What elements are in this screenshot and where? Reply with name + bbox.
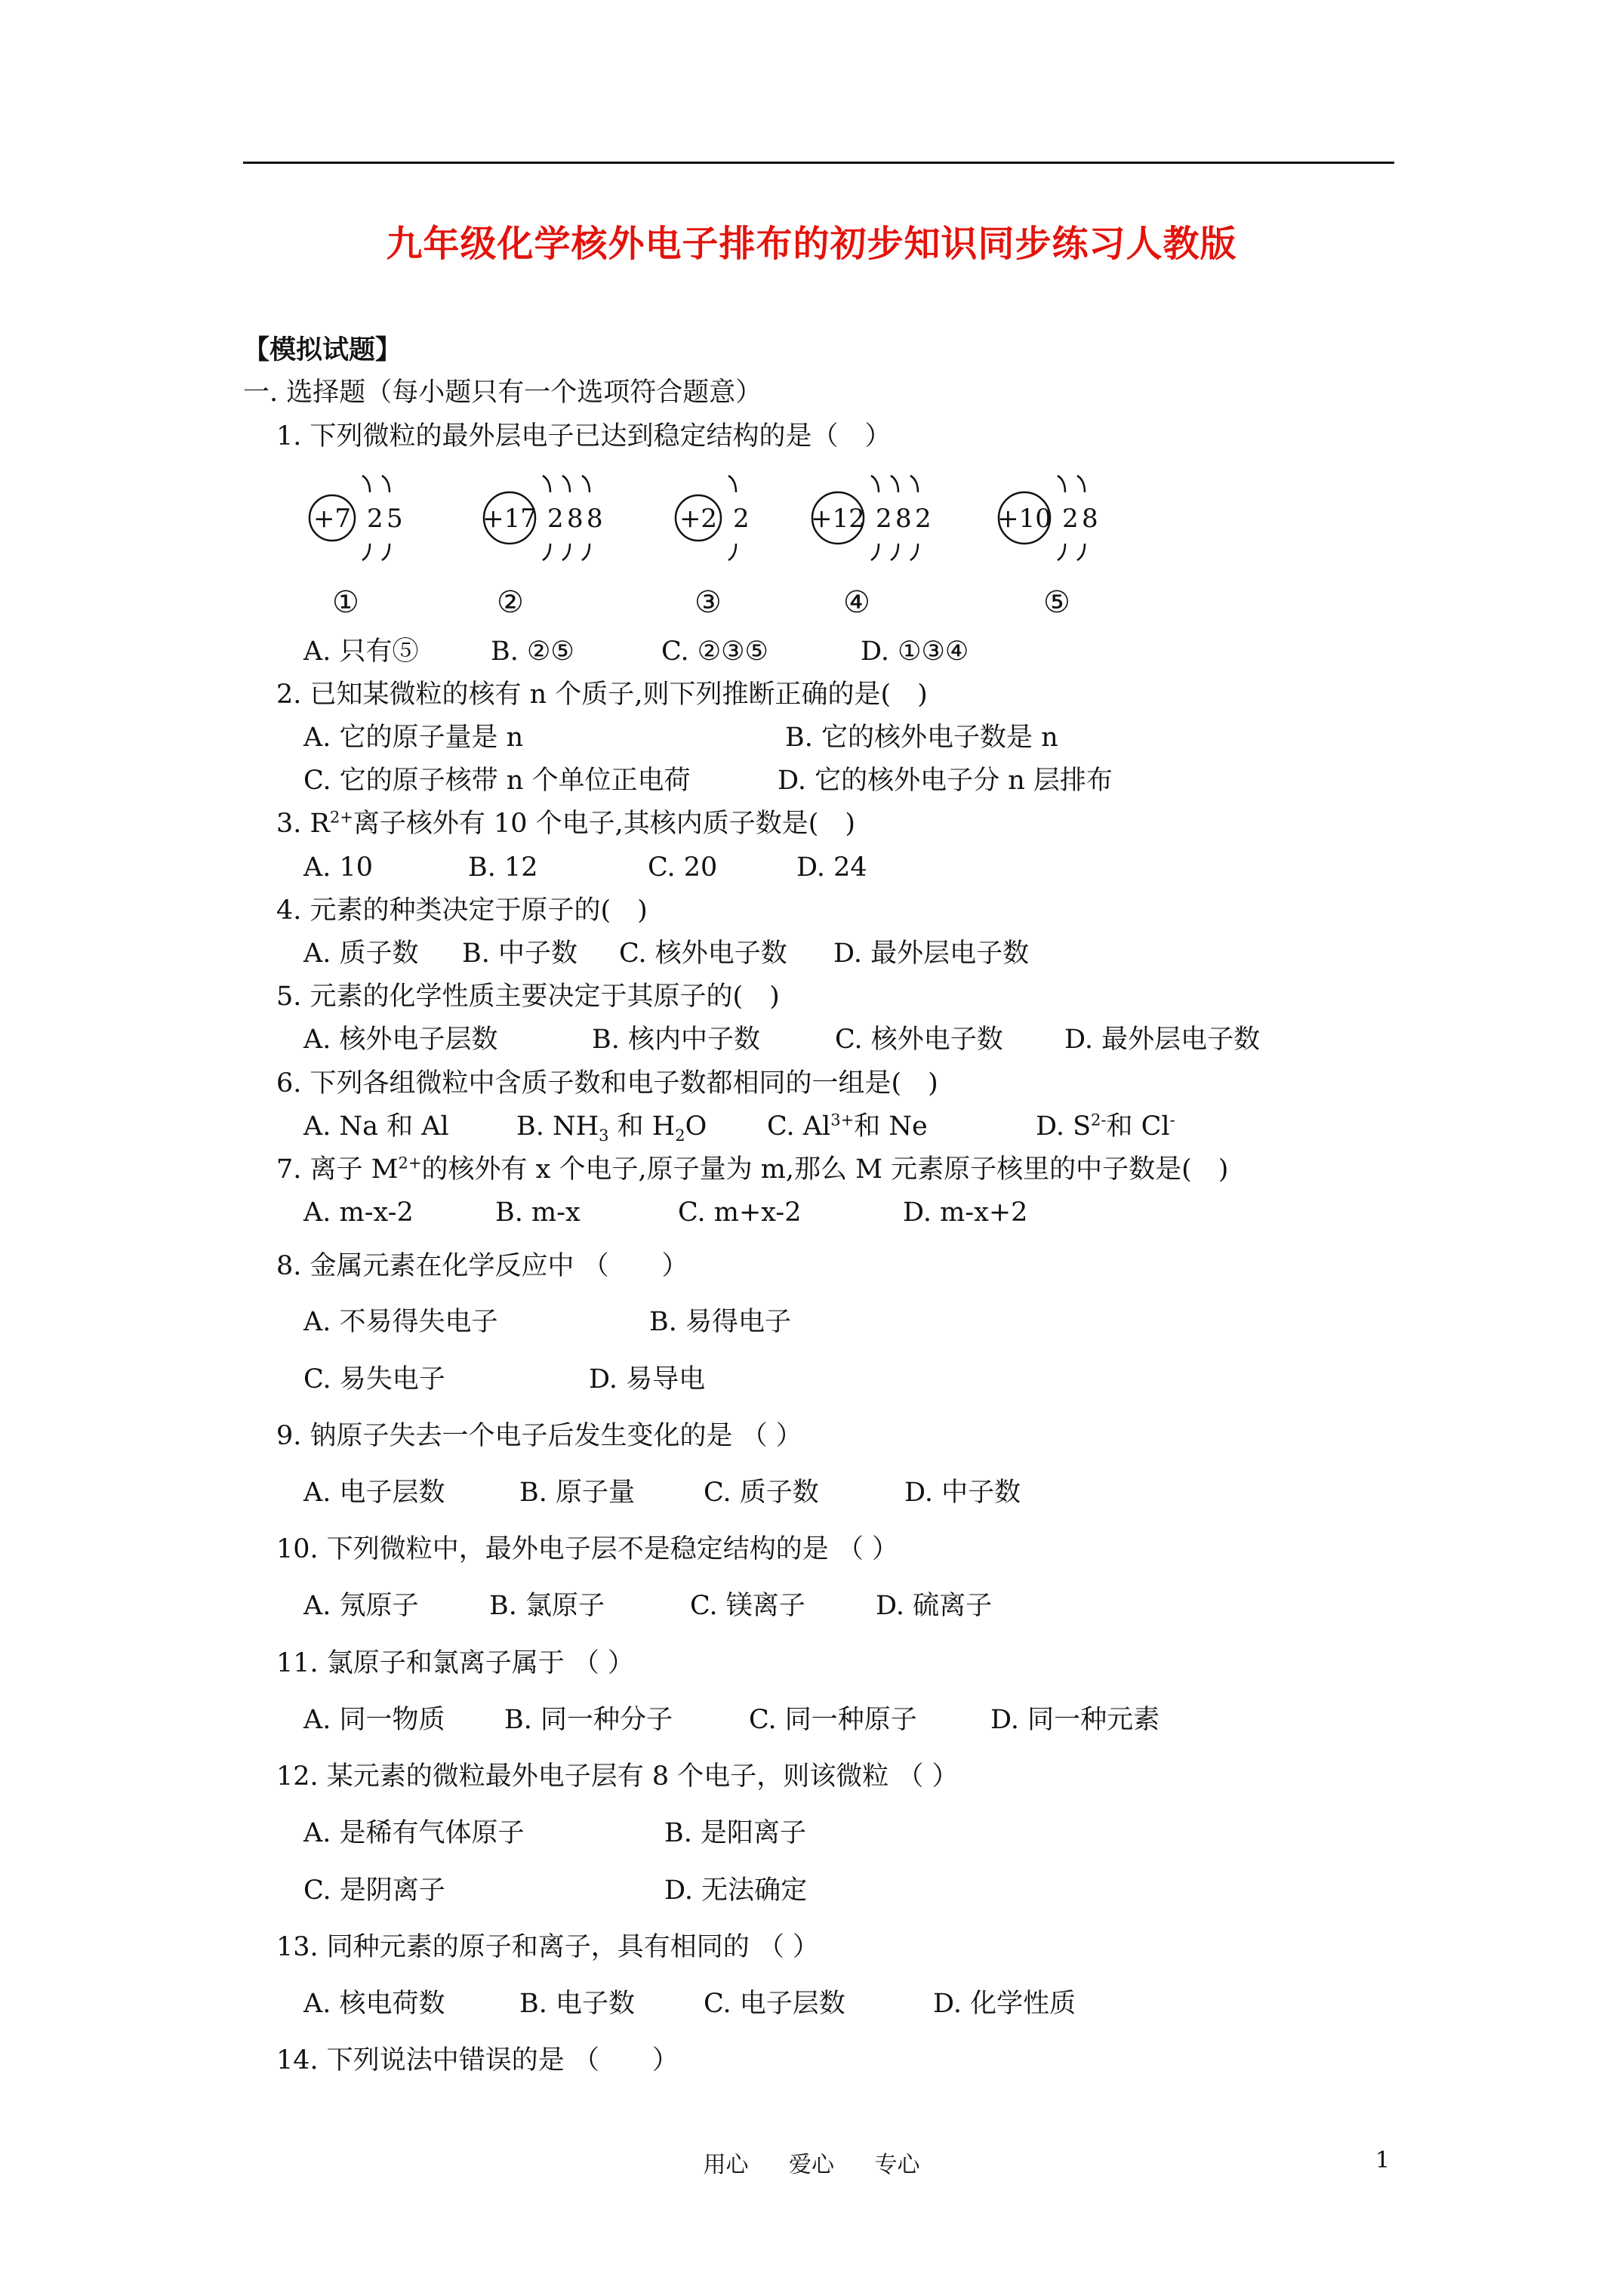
q11-option-b: B. 同一种分子	[504, 1705, 673, 1735]
shell-arc	[910, 476, 918, 492]
atom-diagram	[482, 476, 603, 560]
shell-arc	[362, 476, 370, 492]
header-rule	[243, 162, 1394, 164]
q9-stem: 9. 钠原子失去一个电子后发生变化的是 （ ）	[276, 1421, 802, 1451]
q4-stem: 4. 元素的种类决定于原子的( )	[276, 895, 648, 926]
q6-option-b: B. $NH_3$ 和 $H_2O$	[516, 1111, 707, 1145]
q4-option-a: A. 质子数	[303, 938, 419, 969]
q3-option-b: B. 12	[468, 852, 538, 883]
q2-option-c: C. 它的原子核带 n 个单位正电荷	[303, 766, 691, 796]
atom-diagram	[997, 476, 1098, 560]
q13-stem: 13. 同种元素的原子和离子，具有相同的 （ ）	[276, 1932, 820, 1962]
q14-stem: 14. 下列说法中错误的是 （ ）	[276, 2045, 679, 2076]
q3-stem: 3. $R^{2+}$离子核外有 10 个电子,其核内质子数是( )	[276, 808, 856, 839]
shell-arc	[1058, 476, 1065, 492]
diagram-label: ①	[332, 585, 359, 620]
q8-option-b: B. 易得电子	[649, 1307, 791, 1337]
q12-option-a: A. 是稀有气体原子	[303, 1818, 525, 1848]
shell-electron-count: 8	[1082, 504, 1098, 534]
q8-option-c: C. 易失电子	[303, 1364, 445, 1395]
q9-option-a: A. 电子层数	[303, 1478, 445, 1508]
q8-option-d: D. 易导电	[589, 1364, 706, 1395]
q13-option-c: C. 电子层数	[704, 1989, 845, 2019]
nucleus-charge: +10	[997, 504, 1052, 534]
atom-diagrams	[298, 467, 1113, 569]
q5-option-c: C. 核外电子数	[835, 1025, 1003, 1055]
shell-arc	[582, 476, 590, 492]
shell-arc	[910, 544, 918, 560]
q1-option-d: D. ①③④	[861, 636, 969, 667]
nucleus-charge: +7	[313, 504, 352, 534]
shell-arc	[582, 544, 590, 560]
diagram-label: ③	[694, 585, 722, 620]
q5-stem: 5. 元素的化学性质主要决定于其原子的( )	[276, 982, 780, 1012]
q7-option-c: C. m+x-2	[678, 1197, 802, 1228]
q13-option-b: B. 电子数	[519, 1989, 635, 2019]
shell-arc	[382, 476, 390, 492]
footer-text: 专心	[874, 2152, 920, 2178]
footer-text: 爱心	[789, 2152, 834, 2178]
q12-option-d: D. 无法确定	[664, 1875, 808, 1906]
q9-option-b: B. 原子量	[519, 1478, 635, 1508]
shell-arc	[562, 544, 570, 560]
q2-option-a: A. 它的原子量是 n	[303, 723, 524, 753]
q10-option-b: B. 氯原子	[489, 1591, 605, 1621]
shell-electron-count: 5	[387, 504, 403, 534]
q11-stem: 11. 氯原子和氯离子属于 （ ）	[276, 1648, 635, 1678]
atom-diagram	[310, 476, 403, 560]
shell-arc	[1077, 476, 1085, 492]
q8-stem: 8. 金属元素在化学反应中 （ ）	[276, 1251, 688, 1281]
shell-arc	[871, 476, 879, 492]
shell-electron-count: 2	[915, 504, 932, 534]
q2-option-d: D. 它的核外电子分 n 层排布	[778, 766, 1113, 796]
q2-option-b: B. 它的核外电子数是 n	[785, 723, 1058, 753]
q6-option-d: D. $S^{2-}$和 Cl-	[1036, 1111, 1175, 1142]
diagram-label: ④	[843, 585, 870, 620]
q5-option-b: B. 核内中子数	[592, 1025, 760, 1055]
q6-option-c: C. $Al^{3+}$和 Ne	[767, 1111, 928, 1142]
shell-arc	[362, 544, 370, 560]
shell-arc	[543, 544, 550, 560]
q6-stem: 6. 下列各组微粒中含质子数和电子数都相同的一组是( )	[276, 1068, 938, 1099]
shell-arc	[871, 544, 879, 560]
shell-electron-count: 8	[567, 504, 584, 534]
q4-option-b: B. 中子数	[462, 938, 577, 969]
q10-stem: 10. 下列微粒中，最外电子层不是稳定结构的是 （ ）	[276, 1534, 899, 1564]
q9-option-c: C. 质子数	[704, 1478, 819, 1508]
shell-arc	[891, 476, 898, 492]
shell-arc	[728, 476, 736, 492]
q11-option-d: D. 同一种元素	[990, 1705, 1160, 1735]
q10-option-d: D. 硫离子	[876, 1591, 993, 1621]
atom-diagram	[676, 476, 750, 560]
q1-stem: 1. 下列微粒的最外层电子已达到稳定结构的是（ ）	[276, 421, 892, 451]
q9-option-d: D. 中子数	[904, 1478, 1021, 1508]
nucleus-charge: +2	[679, 504, 718, 534]
atom-diagram	[811, 476, 932, 560]
shell-arc	[543, 476, 550, 492]
q1-option-a: A. 只有⑤	[303, 636, 419, 667]
shell-arc	[1077, 544, 1085, 560]
q13-option-a: A. 核电荷数	[303, 1989, 445, 2019]
page-number: 1	[1375, 2147, 1390, 2174]
q8-option-a: A. 不易得失电子	[303, 1307, 498, 1337]
shell-arc	[562, 476, 570, 492]
q7-option-a: A. m-x-2	[303, 1197, 414, 1228]
shell-arc	[891, 544, 898, 560]
shell-electron-count: 8	[587, 504, 603, 534]
q3-option-d: D. 24	[796, 852, 867, 883]
q6-option-a: A. Na 和 Al	[303, 1111, 449, 1142]
q12-option-c: C. 是阴离子	[303, 1875, 445, 1906]
q7-option-d: D. m-x+2	[903, 1197, 1028, 1228]
nucleus-charge: +12	[811, 504, 865, 534]
nucleus-charge: +17	[482, 504, 537, 534]
diagram-label: ②	[497, 585, 524, 620]
shell-electron-count: 2	[876, 504, 892, 534]
q4-option-c: C. 核外电子数	[619, 938, 787, 969]
footer-text: 用心	[703, 2152, 749, 2178]
shell-arc	[1058, 544, 1065, 560]
q3-option-a: A. 10	[303, 852, 374, 883]
page-title: 九年级化学核外电子排布的初步知识同步练习人教版	[386, 223, 1237, 265]
q7-stem: 7. 离子 $M^{2+}$的核外有 x 个电子,原子量为 m,那么 M 元素原子核里的中子数是( )	[276, 1154, 1229, 1185]
q2-stem: 2. 已知某微粒的核有 n 个质子,则下列推断正确的是( )	[276, 680, 928, 710]
q7-option-b: B. m-x	[495, 1197, 581, 1228]
q11-option-c: C. 同一种原子	[749, 1705, 917, 1735]
shell-electron-count: 2	[547, 504, 564, 534]
q1-option-c: C. ②③⑤	[661, 636, 768, 667]
section-heading: 【模拟试题】	[243, 334, 402, 365]
q13-option-d: D. 化学性质	[933, 1989, 1076, 2019]
shell-electron-count: 2	[733, 504, 750, 534]
q11-option-a: A. 同一物质	[303, 1705, 445, 1735]
diagram-label: ⑤	[1043, 585, 1070, 620]
shell-electron-count: 2	[367, 504, 383, 534]
shell-arc	[382, 544, 390, 560]
q10-option-a: A. 氖原子	[303, 1591, 419, 1621]
q10-option-c: C. 镁离子	[690, 1591, 805, 1621]
q1-option-b: B. ②⑤	[491, 636, 574, 667]
q5-option-a: A. 核外电子层数	[303, 1025, 498, 1055]
shell-arc	[728, 544, 736, 560]
shell-electron-count: 2	[1062, 504, 1079, 534]
q12-option-b: B. 是阳离子	[664, 1818, 806, 1848]
shell-electron-count: 8	[895, 504, 912, 534]
q4-option-d: D. 最外层电子数	[833, 938, 1030, 969]
q5-option-d: D. 最外层电子数	[1064, 1025, 1261, 1055]
q12-stem: 12. 某元素的微粒最外电子层有 8 个电子，则该微粒 （ ）	[276, 1761, 959, 1792]
q3-option-c: C. 20	[648, 852, 718, 883]
part-heading: 一. 选择题（每小题只有一个选项符合题意）	[243, 378, 762, 408]
